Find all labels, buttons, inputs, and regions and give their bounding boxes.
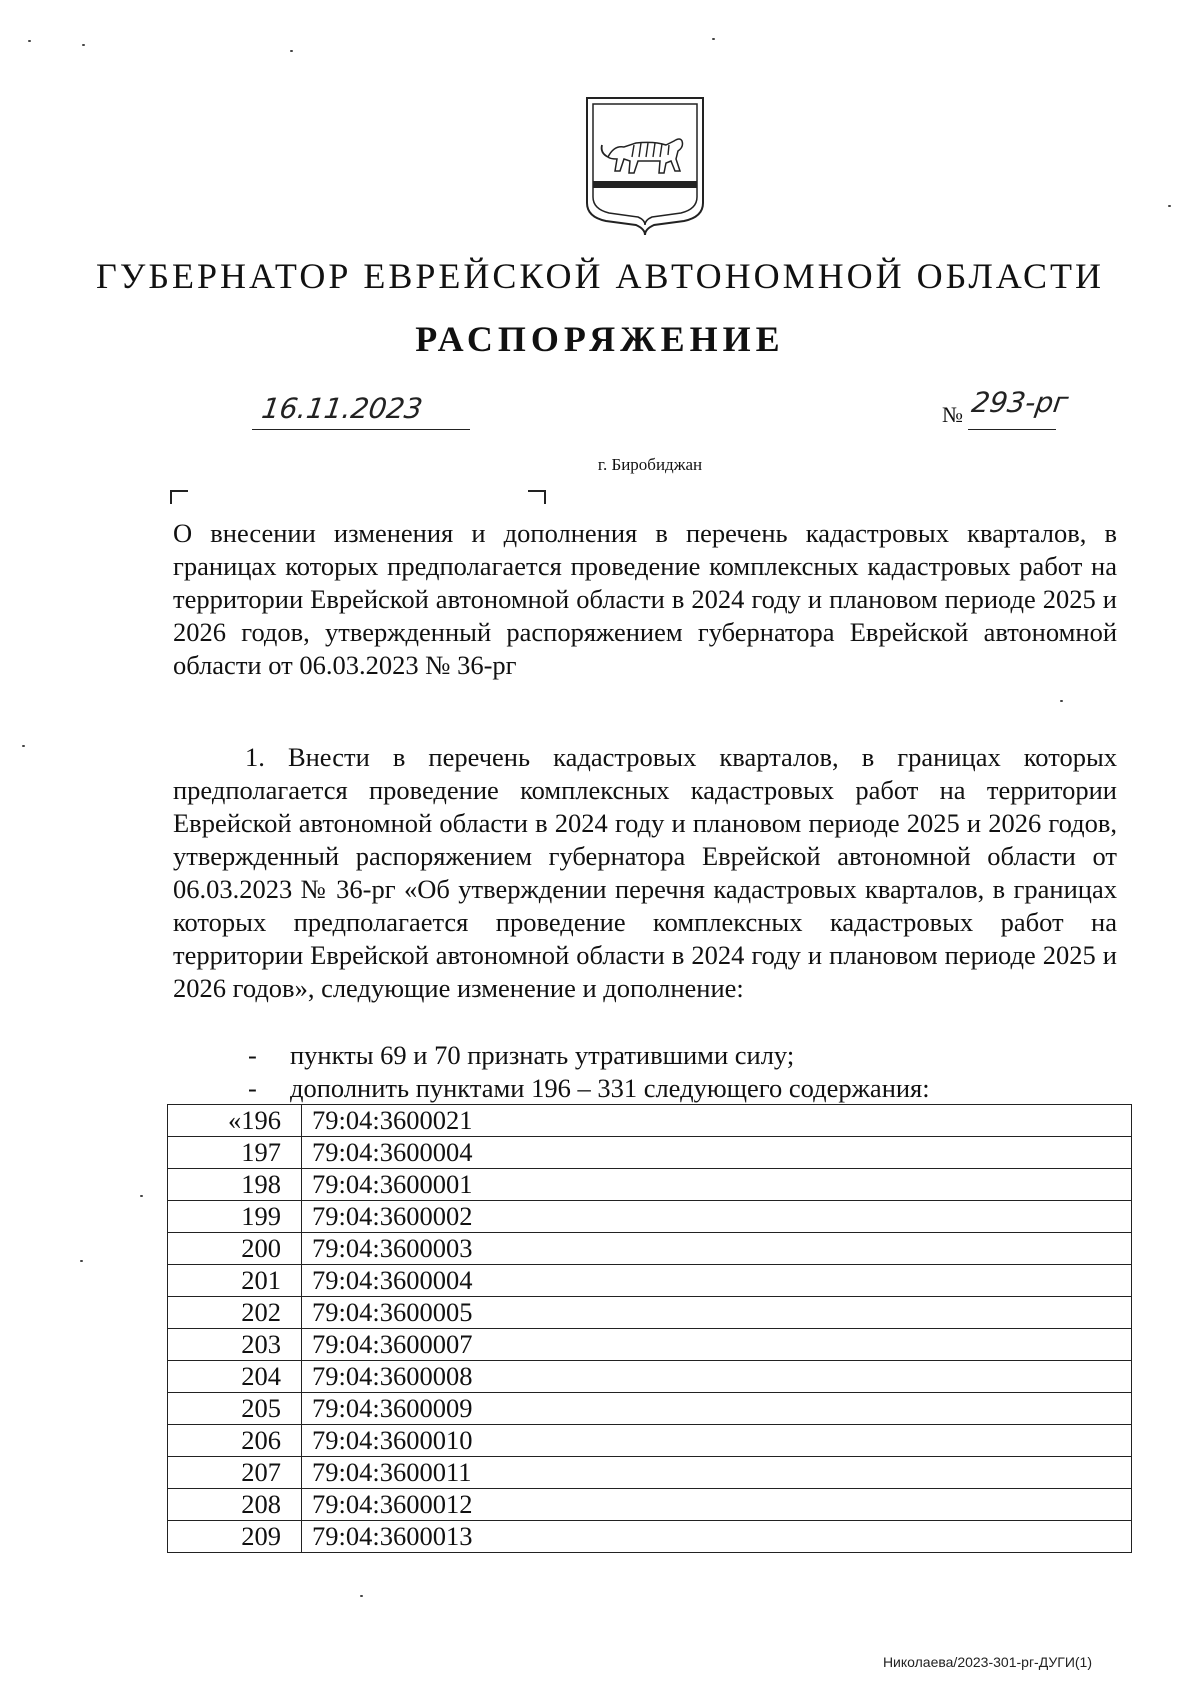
subject-bracket-right	[528, 490, 546, 504]
table-row	[168, 1137, 1132, 1169]
number-label: №	[942, 402, 963, 427]
scan-speck	[290, 50, 293, 52]
cadastral-quarter-cell: 79:04:3600002	[302, 1201, 1132, 1233]
document-type-heading: РАСПОРЯЖЕНИЕ	[415, 319, 785, 359]
table-row	[168, 1361, 1132, 1393]
handwritten-document-number: 293-рг	[969, 386, 1071, 419]
row-number-cell: 208	[168, 1489, 302, 1521]
table-row	[168, 1425, 1132, 1457]
handwritten-date: 16.11.2023	[259, 392, 425, 425]
row-number-cell: 202	[168, 1297, 302, 1329]
table-row	[168, 1329, 1132, 1361]
cadastral-quarter-cell: 79:04:3600012	[302, 1489, 1132, 1521]
table-row	[168, 1265, 1132, 1297]
document-subject: О внесении изменения и дополнения в перечень кадастровых кварталов, в границах которых предполагается проведение комплексных кадастровых работ на территории Еврейской автономной области в 2024 году и плановом периоде 2025 и 2026 годов, утвержденный распоряжением губернатора Еврейской автономной области от 06.03.2023 № 36-рг	[173, 518, 1117, 680]
number-underline	[968, 429, 1056, 430]
list-dash: -	[248, 1040, 257, 1070]
list-dash: -	[248, 1073, 257, 1103]
list-item-text: дополнить пунктами 196 – 331 следующего содержания:	[290, 1073, 930, 1103]
cadastral-quarters-table-body	[168, 1105, 1132, 1553]
table-row	[168, 1521, 1132, 1553]
scan-speck	[82, 44, 85, 46]
table-row	[168, 1233, 1132, 1265]
scan-speck	[1060, 700, 1063, 702]
scan-speck	[22, 745, 25, 747]
row-number-cell: «196	[168, 1105, 302, 1137]
row-number-cell: 205	[168, 1393, 302, 1425]
scan-speck	[712, 38, 715, 40]
row-number-cell: 207	[168, 1457, 302, 1489]
footer-reference: Николаева/2023-301-рг-ДУГИ(1)	[882, 1654, 1092, 1670]
row-number-cell: 199	[168, 1201, 302, 1233]
scan-speck	[28, 40, 31, 42]
row-number-cell: 204	[168, 1361, 302, 1393]
cadastral-quarter-cell: 79:04:3600013	[302, 1521, 1132, 1553]
table-row	[168, 1457, 1132, 1489]
scan-speck	[80, 1260, 83, 1262]
scan-speck	[1168, 205, 1171, 207]
cadastral-quarter-cell: 79:04:3600004	[302, 1137, 1132, 1169]
cadastral-quarter-cell: 79:04:3600001	[302, 1169, 1132, 1201]
date-underline	[252, 429, 470, 430]
operative-paragraph-1-text: 1. Внести в перечень кадастровых кварталов, в границах которых предполагается проведение комплексных кадастровых работ на территории Еврейской автономной области в 2024 году и плановом периоде 2025 и 2026 годов, утвержденный распоряжением губернатора Еврейской автономной области от 06.03.2023 № 36-рг «Об утверждении перечня кадастровых кварталов, в границах которых предполагается проведение комплексных кадастровых работ на территории Еврейской автономной области в 2024 году и плановом периоде 2025 и 2026 годов», следующие изменение и дополнение:	[173, 742, 1117, 1003]
cadastral-quarter-cell: 79:04:3600007	[302, 1329, 1132, 1361]
row-number-cell: 200	[168, 1233, 302, 1265]
scan-speck	[140, 1195, 143, 1197]
operative-paragraph-1	[173, 741, 1117, 1005]
row-number-cell: 201	[168, 1265, 302, 1297]
row-number-cell: 198	[168, 1169, 302, 1201]
row-number-cell: 209	[168, 1521, 302, 1553]
table-row	[168, 1393, 1132, 1425]
cadastral-quarter-cell: 79:04:3600011	[302, 1457, 1132, 1489]
row-number-cell: 203	[168, 1329, 302, 1361]
table-row	[168, 1105, 1132, 1137]
cadastral-quarter-cell: 79:04:3600008	[302, 1361, 1132, 1393]
row-number-cell: 197	[168, 1137, 302, 1169]
row-number-cell: 206	[168, 1425, 302, 1457]
list-item-text: пункты 69 и 70 признать утратившими силу;	[290, 1040, 795, 1070]
cadastral-quarter-cell: 79:04:3600009	[302, 1393, 1132, 1425]
table-row	[168, 1297, 1132, 1329]
cadastral-quarter-cell: 79:04:3600010	[302, 1425, 1132, 1457]
table-row	[168, 1169, 1132, 1201]
cadastral-quarter-cell: 79:04:3600005	[302, 1297, 1132, 1329]
scan-speck	[360, 1595, 363, 1597]
city-line: г. Биробиджан	[597, 455, 703, 474]
table-row	[168, 1201, 1132, 1233]
subject-bracket-left	[170, 490, 188, 504]
table-row	[168, 1489, 1132, 1521]
cadastral-quarters-table	[167, 1104, 1132, 1553]
cadastral-quarter-cell: 79:04:3600003	[302, 1233, 1132, 1265]
cadastral-quarter-cell: 79:04:3600021	[302, 1105, 1132, 1137]
cadastral-quarter-cell: 79:04:3600004	[302, 1265, 1132, 1297]
issuer-title: ГУБЕРНАТОР ЕВРЕЙСКОЙ АВТОНОМНОЙ ОБЛАСТИ	[96, 256, 1104, 296]
coat-of-arms-icon	[584, 95, 706, 235]
